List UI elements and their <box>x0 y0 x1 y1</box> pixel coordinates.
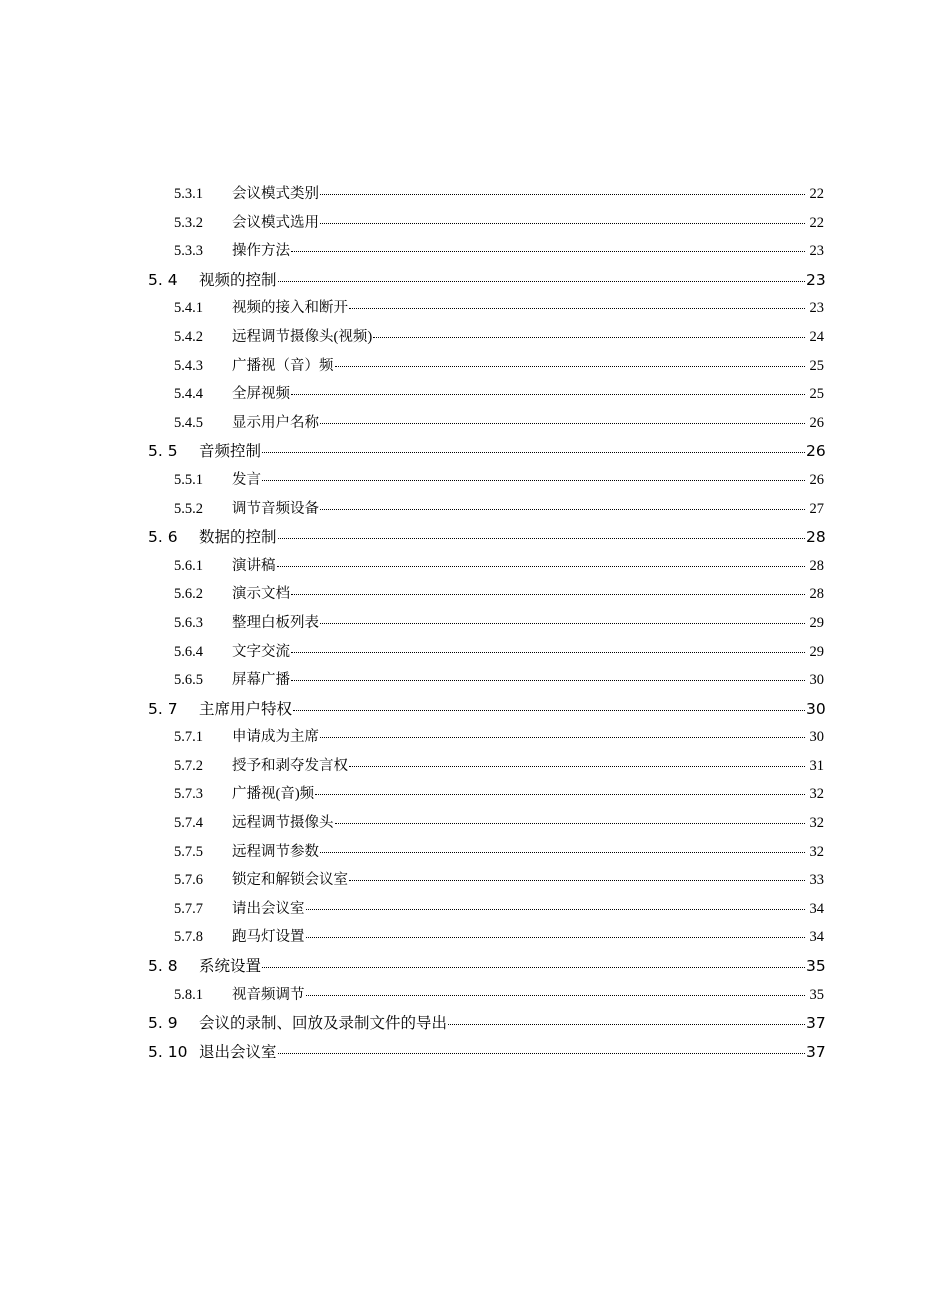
toc-entry-number: 5.6.2 <box>174 586 203 603</box>
toc-entry-title: 会议的录制、回放及录制文件的导出 <box>199 1014 448 1033</box>
toc-entry-title: 音频控制 <box>199 442 262 461</box>
toc-entry-number: 5.6.3 <box>174 614 203 631</box>
toc-entry-number: 5.4.1 <box>174 300 203 317</box>
toc-entry-number: 5.6.5 <box>174 672 203 689</box>
toc-subsection-entry[interactable] <box>0 180 950 209</box>
toc-entry-page-number: 32 <box>809 786 824 803</box>
toc-entry-page-number: 23 <box>809 243 824 260</box>
toc-entry-number: 5.7.7 <box>174 900 203 917</box>
toc-entry-page-number: 34 <box>809 900 824 917</box>
toc-entry-page-number: 34 <box>809 929 824 946</box>
toc-entry-title: 演示文档 <box>232 586 290 603</box>
toc-entry-number: 5. 6 <box>148 528 178 547</box>
toc-entry-number: 5.4.4 <box>174 386 203 403</box>
toc-entry-title: 视音频调节 <box>232 986 305 1003</box>
dot-leader <box>291 652 805 653</box>
toc-subsection-entry[interactable] <box>0 380 950 409</box>
dot-leader <box>349 308 805 309</box>
dot-leader <box>291 251 805 252</box>
toc-entry-number: 5. 10 <box>148 1042 188 1061</box>
toc-entry-number: 5.4.2 <box>174 328 203 345</box>
toc-entry-title: 授予和剥夺发言权 <box>232 757 348 774</box>
dot-leader <box>278 1053 805 1054</box>
dot-leader <box>335 366 806 367</box>
toc-subsection-entry[interactable] <box>0 780 950 809</box>
toc-entry-title: 退出会议室 <box>199 1042 277 1061</box>
toc-entry-title: 远程调节参数 <box>232 843 319 860</box>
dot-leader <box>320 623 805 624</box>
toc-entry-title: 主席用户特权 <box>199 699 293 718</box>
toc-subsection-entry[interactable] <box>0 352 950 381</box>
toc-entry-page-number: 35 <box>806 957 826 976</box>
toc-entry-title: 申请成为主席 <box>232 729 319 746</box>
toc-subsection-entry[interactable] <box>0 895 950 924</box>
dot-leader <box>320 509 805 510</box>
toc-entry-title: 数据的控制 <box>199 528 277 547</box>
dot-leader <box>349 880 805 881</box>
toc-entry-number: 5.7.1 <box>174 729 203 746</box>
toc-entry-title: 视频的接入和断开 <box>232 300 348 317</box>
toc-entry-page-number: 29 <box>809 643 824 660</box>
toc-entry-page-number: 23 <box>809 300 824 317</box>
dot-leader <box>306 937 806 938</box>
dot-leader <box>320 223 805 224</box>
toc-entry-number: 5.8.1 <box>174 986 203 1003</box>
toc-entry-page-number: 33 <box>809 872 824 889</box>
toc-entry-page-number: 32 <box>809 815 824 832</box>
dot-leader <box>291 394 805 395</box>
toc-entry-page-number: 37 <box>806 1042 826 1061</box>
toc-entry-page-number: 25 <box>809 386 824 403</box>
toc-entry-number: 5.7.5 <box>174 843 203 860</box>
toc-entry-number: 5.3.3 <box>174 243 203 260</box>
dot-leader <box>320 423 805 424</box>
toc-entry-title: 演讲稿 <box>232 557 276 574</box>
dot-leader <box>293 710 805 711</box>
toc-entry-page-number: 31 <box>809 757 824 774</box>
toc-entry-page-number: 25 <box>809 357 824 374</box>
toc-subsection-entry[interactable] <box>0 466 950 495</box>
toc-section-entry[interactable] <box>0 952 950 981</box>
toc-entry-page-number: 28 <box>809 557 824 574</box>
toc-entry-page-number: 35 <box>809 986 824 1003</box>
toc-section-entry[interactable] <box>0 437 950 466</box>
dot-leader <box>373 337 805 338</box>
dot-leader <box>278 281 805 282</box>
toc-entry-number: 5. 7 <box>148 699 178 718</box>
toc-entry-title: 视频的控制 <box>199 270 277 289</box>
dot-leader <box>448 1024 805 1025</box>
toc-entry-page-number: 30 <box>806 699 826 718</box>
toc-entry-title: 文字交流 <box>232 643 290 660</box>
toc-entry-page-number: 30 <box>809 729 824 746</box>
toc-entry-number: 5.6.1 <box>174 557 203 574</box>
toc-entry-title: 调节音频设备 <box>232 500 319 517</box>
toc-entry-title: 会议模式选用 <box>232 214 319 231</box>
toc-entry-title: 操作方法 <box>232 243 290 260</box>
toc-entry-title: 发言 <box>232 471 261 488</box>
dot-leader <box>262 967 805 968</box>
toc-entry-page-number: 27 <box>809 500 824 517</box>
toc-entry-number: 5. 9 <box>148 1014 178 1033</box>
toc-entry-page-number: 32 <box>809 843 824 860</box>
toc-subsection-entry[interactable] <box>0 294 950 323</box>
toc-entry-number: 5.3.2 <box>174 214 203 231</box>
toc-entry-number: 5.5.1 <box>174 471 203 488</box>
toc-entry-page-number: 26 <box>809 471 824 488</box>
toc-entry-number: 5. 4 <box>148 270 178 289</box>
dot-leader <box>320 852 805 853</box>
toc-entry-number: 5.5.2 <box>174 500 203 517</box>
toc-entry-page-number: 30 <box>809 672 824 689</box>
toc-section-entry[interactable] <box>0 1009 950 1038</box>
toc-entry-title: 屏幕广播 <box>232 672 290 689</box>
toc-subsection-entry[interactable] <box>0 752 950 781</box>
toc-entry-title: 跑马灯设置 <box>232 929 305 946</box>
toc-entry-title: 广播视(音)频 <box>232 786 315 803</box>
toc-entry-page-number: 23 <box>806 270 826 289</box>
toc-entry-title: 远程调节摄像头(视频) <box>232 328 373 345</box>
dot-leader <box>320 737 805 738</box>
toc-entry-number: 5.7.6 <box>174 872 203 889</box>
toc-entry-title: 显示用户名称 <box>232 414 319 431</box>
toc-subsection-entry[interactable] <box>0 923 950 952</box>
toc-entry-title: 整理白板列表 <box>232 614 319 631</box>
toc-subsection-entry[interactable] <box>0 866 950 895</box>
toc-subsection-entry[interactable] <box>0 638 950 667</box>
toc-entry-number: 5. 8 <box>148 957 178 976</box>
toc-entry-title: 系统设置 <box>199 957 262 976</box>
toc-entry-page-number: 26 <box>809 414 824 431</box>
dot-leader <box>306 909 806 910</box>
toc-entry-number: 5.4.3 <box>174 357 203 374</box>
toc-entry-title: 远程调节摄像头 <box>232 815 334 832</box>
toc-entry-page-number: 22 <box>809 186 824 202</box>
toc-entry-page-number: 26 <box>806 442 826 461</box>
toc-section-entry[interactable] <box>0 695 950 724</box>
toc-section-entry[interactable] <box>0 523 950 552</box>
toc-subsection-entry[interactable] <box>0 323 950 352</box>
toc-entry-number: 5.7.4 <box>174 815 203 832</box>
dot-leader <box>315 794 805 795</box>
toc-entry-number: 5.3.1 <box>174 186 203 202</box>
toc-entry-page-number: 37 <box>806 1014 826 1033</box>
toc-subsection-entry[interactable] <box>0 495 950 524</box>
toc-entry-page-number: 29 <box>809 614 824 631</box>
dot-leader <box>277 566 806 567</box>
dot-leader <box>291 594 805 595</box>
toc-subsection-entry[interactable] <box>0 580 950 609</box>
toc-entry-number: 5.7.2 <box>174 757 203 774</box>
toc-entry-number: 5.7.8 <box>174 929 203 946</box>
dot-leader <box>349 766 805 767</box>
toc-entry-number: 5.7.3 <box>174 786 203 803</box>
dot-leader <box>262 452 805 453</box>
toc-section-entry[interactable] <box>0 266 950 295</box>
toc-subsection-entry[interactable] <box>0 609 950 638</box>
dot-leader <box>278 538 805 539</box>
toc-entry-title: 请出会议室 <box>232 900 305 917</box>
toc-entry-page-number: 24 <box>809 328 824 345</box>
toc-entry-title: 广播视（音）频 <box>232 357 334 374</box>
toc-entry-title: 会议模式类别 <box>232 186 319 202</box>
table-of-contents <box>0 180 950 1066</box>
dot-leader <box>262 480 805 481</box>
toc-subsection-entry[interactable] <box>0 409 950 438</box>
toc-entry-page-number: 28 <box>806 528 826 547</box>
toc-entry-page-number: 28 <box>809 586 824 603</box>
toc-entry-number: 5.4.5 <box>174 414 203 431</box>
dot-leader <box>320 194 805 195</box>
dot-leader <box>291 680 805 681</box>
dot-leader <box>335 823 806 824</box>
toc-entry-page-number: 22 <box>809 214 824 231</box>
toc-entry-title: 全屏视频 <box>232 386 290 403</box>
toc-subsection-entry[interactable] <box>0 981 950 1010</box>
toc-subsection-entry[interactable] <box>0 552 950 581</box>
toc-subsection-entry[interactable] <box>0 237 950 266</box>
toc-subsection-entry[interactable] <box>0 809 950 838</box>
toc-entry-title: 锁定和解锁会议室 <box>232 872 348 889</box>
toc-section-entry[interactable] <box>0 1038 950 1067</box>
toc-subsection-entry[interactable] <box>0 723 950 752</box>
toc-entry-number: 5. 5 <box>148 442 178 461</box>
toc-subsection-entry[interactable] <box>0 209 950 238</box>
toc-subsection-entry[interactable] <box>0 666 950 695</box>
toc-subsection-entry[interactable] <box>0 838 950 867</box>
dot-leader <box>306 995 806 996</box>
toc-entry-number: 5.6.4 <box>174 643 203 660</box>
